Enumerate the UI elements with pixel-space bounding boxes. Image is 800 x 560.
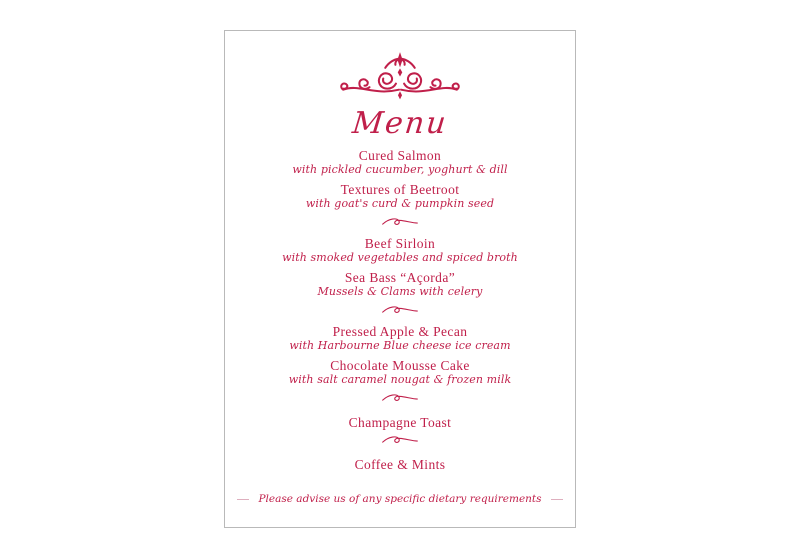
calligraphic-swash-icon [380,304,420,317]
item-description: Mussels & Clams with celery [317,285,483,298]
item-name: Cured Salmon [358,148,442,163]
course-item [225,148,575,176]
footer-rule-right [551,499,563,500]
course-item [225,358,575,386]
dietary-note [237,493,563,505]
course-item [225,182,575,210]
item-description: with Harbourne Blue cheese ice cream [289,339,511,352]
footer-note-text: Please advise us of any specific dietary requirements [258,493,542,505]
item-name: Chocolate Mousse Cake [330,358,470,373]
course-item [225,415,575,430]
footer-rule-left [237,499,249,500]
course-item [225,457,575,472]
calligraphic-swash-icon [380,216,420,229]
menu-card [224,30,576,528]
item-name: Textures of Beetroot [340,182,460,197]
course-list [225,148,575,472]
item-description: with smoked vegetables and spiced broth [282,251,518,264]
course-item [225,324,575,352]
item-description: with salt caramel nougat & frozen milk [288,373,512,386]
item-name: Pressed Apple & Pecan [332,324,468,339]
item-description: with goat's curd & pumpkin seed [305,197,495,210]
course-item [225,270,575,298]
item-description: with pickled cucumber, yoghurt & dill [292,163,508,176]
item-name: Coffee & Mints [354,457,446,472]
item-name: Beef Sirloin [364,236,436,251]
menu-title: Menu [350,106,450,141]
course-item [225,236,575,264]
calligraphic-swash-icon [380,392,420,405]
calligraphic-swash-icon [380,434,420,447]
crest-flourish-icon [336,51,464,103]
item-name: Champagne Toast [348,415,452,430]
item-name: Sea Bass “Açorda” [344,270,456,285]
